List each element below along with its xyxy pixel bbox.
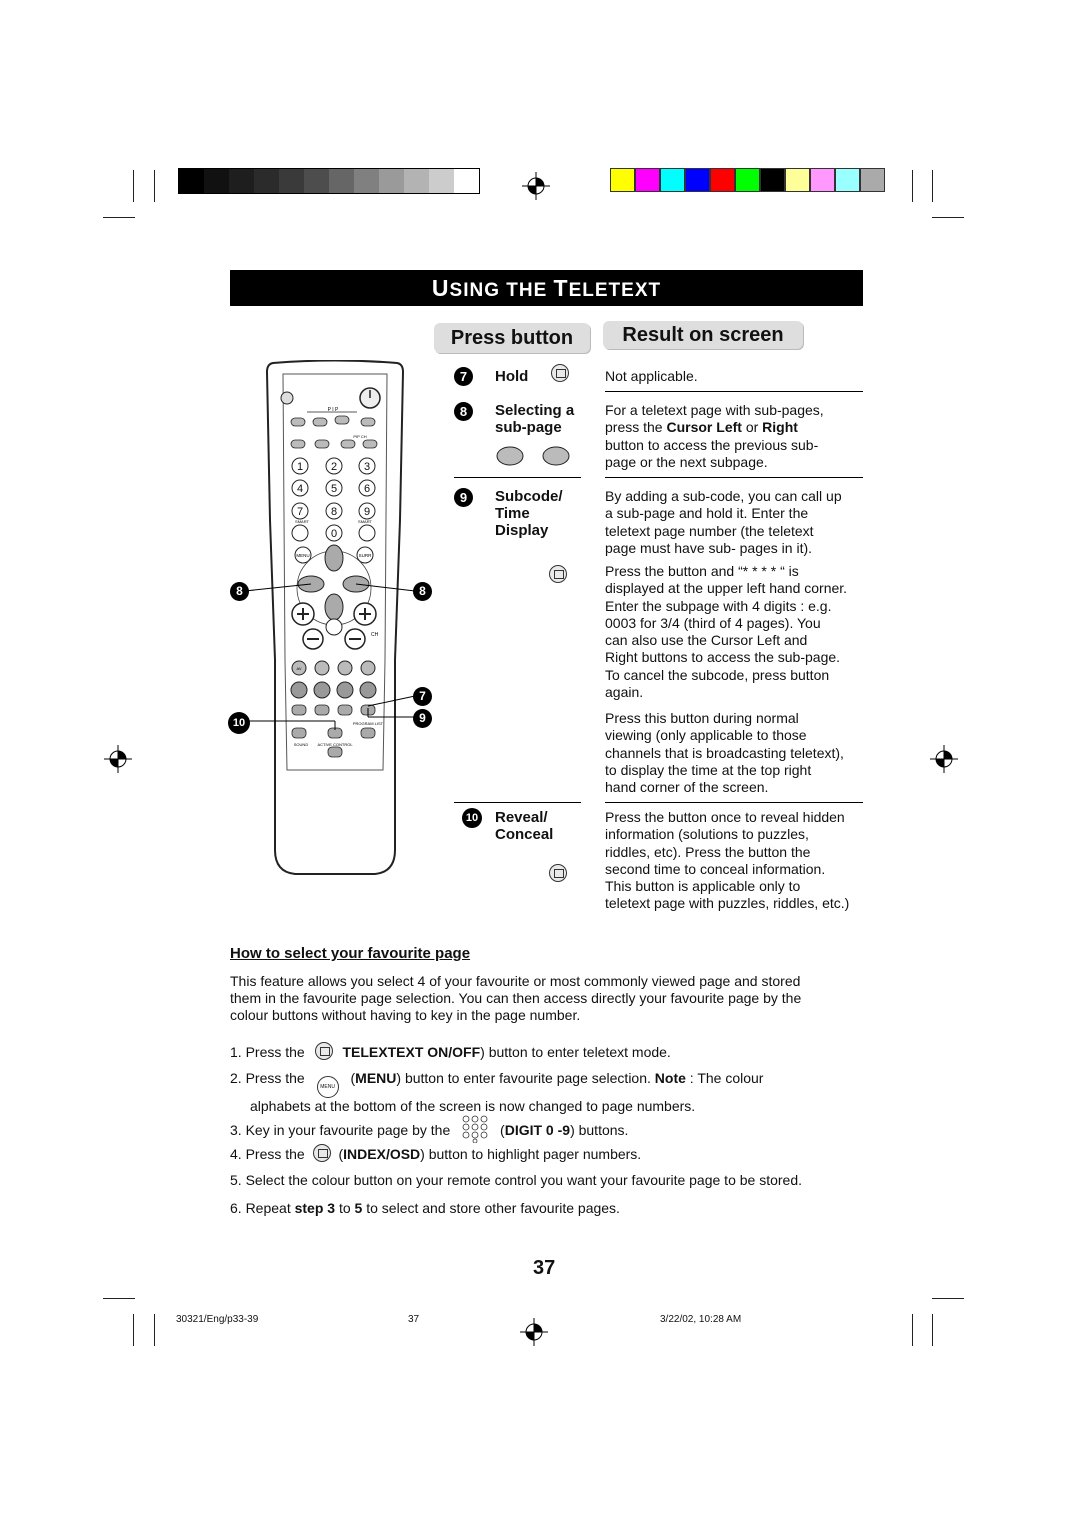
header-text: SING — [449, 280, 507, 301]
result-line: page must have sub- pages in it). — [605, 539, 813, 556]
divider — [605, 477, 863, 478]
hold-button-icon — [551, 364, 569, 382]
color-swatch — [760, 168, 785, 192]
divider — [605, 391, 863, 392]
gray-swatch — [429, 169, 454, 193]
result-line: press the Cursor Left or Right — [605, 419, 798, 436]
callout-8-right: 8 — [413, 582, 432, 601]
result-line: For a teletext page with sub-pages, — [605, 402, 824, 418]
label-line: sub-page — [495, 419, 562, 436]
label-line: Subcode/ — [495, 488, 563, 505]
color-bar — [610, 168, 885, 192]
surr-key: SURR — [358, 553, 372, 558]
item-label-hold: Hold — [495, 368, 529, 385]
smart-right-label: SMART — [358, 519, 372, 524]
color-swatch — [685, 168, 710, 192]
divider — [454, 477, 581, 478]
step-3: 3. Key in your favourite page by the (DIGIT 0 -9) buttons. — [230, 1115, 880, 1143]
color-swatch — [810, 168, 835, 192]
favourite-heading: How to select your favourite page — [230, 945, 471, 962]
color-swatch — [860, 168, 885, 192]
result-hold: Not applicable. — [605, 368, 698, 384]
digit-4-key: 4 — [296, 483, 304, 495]
step-4: 4. Press the (INDEX/OSD) button to highlight pager numbers. — [230, 1146, 642, 1162]
gray-swatch — [279, 169, 304, 193]
footer-page: 37 — [408, 1314, 420, 1325]
result-line: second time to conceal information. — [605, 860, 826, 877]
digit-7-key: 7 — [296, 506, 304, 518]
digit-5-key: 5 — [330, 483, 338, 495]
active-control-label: ACTIVE CONTROL — [317, 742, 353, 747]
label-line: Reveal/ — [495, 809, 548, 826]
callout-10: 10 — [228, 712, 250, 734]
item-number: 9 — [454, 488, 473, 507]
result-line: can also use the Cursor Left and — [605, 632, 808, 649]
menu-button-icon: MENU — [317, 1076, 339, 1098]
gray-swatch — [229, 169, 254, 193]
item-number: 7 — [454, 367, 473, 386]
footer-file: 30321/Eng/p33-39 — [176, 1314, 259, 1325]
gray-swatch — [204, 169, 229, 193]
gray-swatch — [179, 169, 204, 193]
registration-mark-icon — [104, 745, 132, 773]
result-line: To cancel the subcode, press button — [605, 666, 830, 683]
reveal-button-icon — [549, 864, 567, 882]
color-swatch — [785, 168, 810, 192]
header-cap: T — [553, 275, 569, 301]
digit-8-key: 8 — [330, 506, 338, 518]
color-swatch — [835, 168, 860, 192]
label-line: Selecting a — [495, 402, 575, 419]
item-number: 10 — [462, 808, 482, 828]
result-line: button to access the previous sub- — [605, 436, 819, 453]
intro-line: them in the favourite page selection. You can then access directly your favourite page by the — [230, 990, 802, 1006]
divider — [454, 802, 581, 803]
registration-mark-icon — [520, 1318, 548, 1346]
result-time-display — [605, 710, 867, 796]
remote-pip-label: P I P — [327, 407, 339, 413]
menu-key: MENU — [296, 553, 310, 558]
favourite-intro — [230, 973, 880, 1024]
result-line: hand corner of the screen. — [605, 779, 769, 796]
result-subcode-press — [605, 563, 867, 701]
registration-mark-icon — [522, 172, 550, 200]
digit-3-key: 3 — [363, 461, 371, 473]
divider — [605, 802, 863, 803]
header-cap: U — [431, 275, 450, 301]
digit-6-key: 6 — [363, 483, 371, 495]
result-line: riddles, etc). Press the button the — [605, 843, 811, 860]
color-swatch — [735, 168, 760, 192]
step-1: 1. Press the TELEXTEXT ON/OFF) button to enter teletext mode. — [230, 1044, 671, 1060]
result-line: page or the next subpage. — [605, 453, 768, 470]
color-swatch — [610, 168, 635, 192]
gray-swatch — [329, 169, 354, 193]
result-reveal — [605, 809, 867, 913]
sound-label: SOUND — [293, 742, 309, 747]
result-line: Right buttons to access the sub-page. — [605, 649, 841, 666]
result-line: a sub-page and hold it. Enter the — [605, 505, 809, 522]
step-2-line-2: alphabets at the bottom of the screen is now changed to page numbers. — [250, 1098, 696, 1114]
label-line: Time — [495, 505, 530, 522]
result-line: again. — [605, 684, 644, 701]
page-number: 37 — [533, 1257, 556, 1279]
color-swatch — [635, 168, 660, 192]
header-text: ELETEXT — [568, 280, 662, 301]
step-6: 6. Repeat step 3 to 5 to select and store other favourite pages. — [230, 1200, 620, 1216]
result-heading: Result on screen — [603, 321, 803, 349]
label-line: Display — [495, 522, 549, 539]
item-label-reveal — [495, 809, 553, 843]
digit-0-key: 0 — [330, 528, 338, 540]
gray-swatch — [404, 169, 429, 193]
callout-8-left: 8 — [230, 582, 249, 601]
smart-left-label: SMART — [295, 519, 309, 524]
digit-9-key: 9 — [363, 506, 371, 518]
gray-swatch — [304, 169, 329, 193]
footer-date: 3/22/02, 10:28 AM — [660, 1314, 742, 1325]
digit-2-key: 2 — [330, 461, 338, 473]
registration-mark-icon — [930, 745, 958, 773]
item-label-selecting — [495, 402, 574, 436]
item-label-subcode — [495, 488, 563, 539]
gray-swatch — [379, 169, 404, 193]
result-line: This button is applicable only to — [605, 878, 801, 895]
result-line: Press the button once to reveal hidden — [605, 809, 845, 825]
result-line: displayed at the upper left hand corner. — [605, 580, 848, 597]
subcode-button-icon — [549, 565, 567, 583]
header-text: THE — [506, 280, 554, 301]
digit-1-key: 1 — [296, 461, 304, 473]
remote-control-illustration — [225, 360, 445, 880]
callout-9: 9 — [413, 709, 432, 728]
gray-swatch — [354, 169, 379, 193]
av-key: AV — [296, 666, 302, 671]
ch-label: CH — [371, 632, 379, 638]
cursor-left-right-icon — [496, 444, 576, 468]
callout-7: 7 — [413, 687, 432, 706]
gray-swatch — [454, 169, 479, 193]
result-line: teletext page with puzzles, riddles, etc.) — [605, 895, 850, 912]
intro-line: colour buttons without having to key in the page number. — [230, 1007, 581, 1023]
section-header — [230, 270, 863, 306]
press-button-heading: Press button — [434, 323, 590, 353]
result-line: Enter the subpage with 4 digits : e.g. — [605, 597, 832, 614]
result-line: teletext page number (the teletext — [605, 522, 814, 539]
result-line: information (solutions to puzzles, — [605, 826, 809, 843]
step-2: 2. Press the MENU (MENU) button to enter favourite page selection. Note : The colour alphabets at the bottom of the screen is now changed to page numbers. — [230, 1070, 880, 1115]
result-line: viewing (only applicable to those — [605, 727, 807, 744]
grayscale-bar — [178, 168, 480, 194]
result-line: 0003 for 3/4 (third of 4 pages). You — [605, 614, 821, 631]
digit-keypad-icon — [460, 1115, 490, 1143]
result-line: Press this button during normal — [605, 710, 799, 726]
remote-pipch-label: PIP CH — [353, 434, 367, 439]
color-swatch — [660, 168, 685, 192]
gray-swatch — [254, 169, 279, 193]
index-osd-button-icon — [313, 1144, 331, 1162]
result-selecting — [605, 402, 867, 471]
color-swatch — [710, 168, 735, 192]
result-line: to display the time at the top right — [605, 761, 812, 778]
step-5: 5. Select the colour button on your remote control you want your favourite page to be stored. — [230, 1172, 803, 1188]
program-list-label: PROGRAM LIST — [352, 721, 384, 726]
result-line: channels that is broadcasting teletext), — [605, 744, 844, 761]
intro-line: This feature allows you select 4 of your favourite or most commonly viewed page and stored — [230, 973, 801, 989]
label-line: Conceal — [495, 826, 554, 843]
teletext-button-icon — [315, 1042, 333, 1060]
result-subcode — [605, 488, 867, 557]
result-line: By adding a sub-code, you can call up — [605, 488, 842, 504]
result-line: Press the button and “* * * * “ is — [605, 563, 799, 579]
item-number: 8 — [454, 402, 473, 421]
